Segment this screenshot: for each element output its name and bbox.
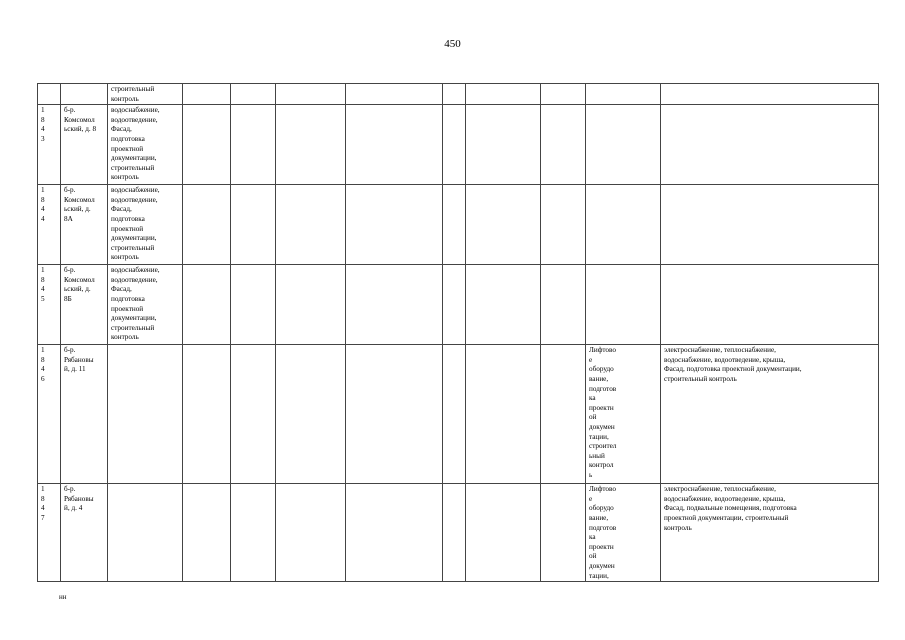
lift-works-cell: Лифтово е оборудо вание, подготов ка проектн ой докумен тации, (586, 484, 661, 582)
row-number-cell: 1 8 4 7 (38, 484, 61, 582)
lift-works-cell (586, 185, 661, 265)
row-number-cell: 1 8 4 6 (38, 345, 61, 484)
table-row (38, 265, 879, 345)
works-table (37, 83, 879, 582)
works-summary-cell (661, 105, 879, 185)
works-cell (108, 345, 183, 484)
table-row (38, 84, 879, 105)
lift-works-cell: Лифтово е оборудо вание, подготов ка проектн ой докумен тации, строител ьный контрол ь (586, 345, 661, 484)
table-row (38, 185, 879, 265)
table-row (38, 484, 879, 582)
address-cell: б-р. Рябановы й, д. 4 (61, 484, 108, 582)
address-cell (61, 84, 108, 105)
row-number-cell: 1 8 4 4 (38, 185, 61, 265)
lift-works-cell (586, 84, 661, 105)
page-number: 450 (444, 38, 461, 50)
row-number-cell: 1 8 4 3 (38, 105, 61, 185)
table-row (38, 105, 879, 185)
works-cell: водоснабжение, водоотведение, Фасад, подготовка проектной документации, строительный контроль (108, 265, 183, 345)
table-row (38, 345, 879, 484)
works-cell: водоснабжение, водоотведение, Фасад, подготовка проектной документации, строительный контроль (108, 105, 183, 185)
address-cell: б-р. Рябановы й, д. 11 (61, 345, 108, 484)
works-summary-cell (661, 265, 879, 345)
works-summary-cell: электроснабжение, теплоснабжение, водоснабжение, водоотведение, крыша, Фасад, подвальные помещения, подготовка проектной документации, строительный контроль (661, 484, 879, 582)
lift-works-cell (586, 265, 661, 345)
footer-mark: нн (59, 593, 67, 601)
address-cell: б-р. Комсомол ьский, д. 8Б (61, 265, 108, 345)
works-summary-cell: электроснабжение, теплоснабжение, водоснабжение, водоотведение, крыша, Фасад, подготовка проектной документации, строительный контроль (661, 345, 879, 484)
address-cell: б-р. Комсомол ьский, д. 8 (61, 105, 108, 185)
works-summary-cell (661, 84, 879, 105)
works-cell: строительный контроль (108, 84, 183, 105)
address-cell: б-р. Комсомол ьский, д. 8А (61, 185, 108, 265)
works-summary-cell (661, 185, 879, 265)
works-cell: водоснабжение, водоотведение, Фасад, подготовка проектной документации, строительный контроль (108, 185, 183, 265)
lift-works-cell (586, 105, 661, 185)
row-number-cell: 1 8 4 5 (38, 265, 61, 345)
works-cell (108, 484, 183, 582)
row-number-cell (38, 84, 61, 105)
